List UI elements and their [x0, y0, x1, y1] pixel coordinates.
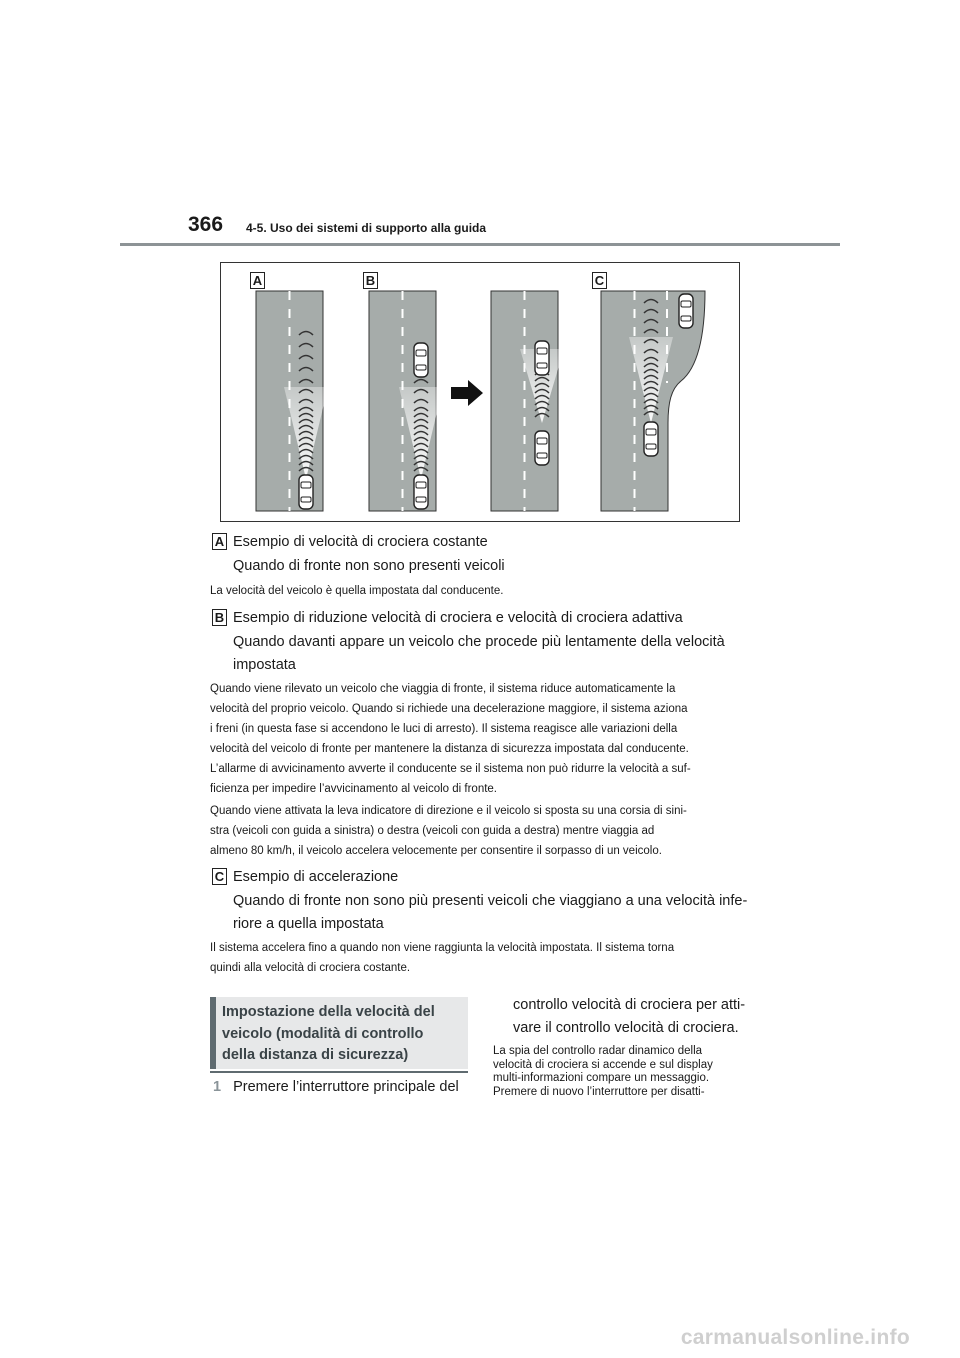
own-vehicle-c [644, 422, 658, 456]
road-c [601, 291, 705, 511]
item-b-body2-line: stra (veicoli con guida a sinistra) o destra (veicoli con guida a destra) mentre viaggia ad [210, 825, 655, 837]
item-b-body-line: velocità del proprio veicolo. Quando si richiede una decelerazione maggiore, il sistema aziona [210, 703, 688, 715]
item-b-body-line: ficienza per impedire l’avvicinamento al veicolo di fronte. [210, 783, 498, 795]
preceding-vehicle-b [414, 343, 428, 377]
item-b-body-line: L’allarme di avvicinamento avverte il conducente se il sistema non può ridurre la velocità a suf- [210, 763, 691, 775]
step-note [493, 1045, 713, 1099]
road-a [256, 291, 328, 511]
acc-illustration [220, 262, 740, 522]
item-b-body2-line: Quando viene attivata la leva indicatore di direzione e il veicolo si sposta su una corsia di sini- [210, 805, 687, 817]
note-line: La spia del controllo radar dinamico della [493, 1045, 703, 1057]
item-b-body2-line: almeno 80 km/h, il veicolo accelera velocemente per consentire il sorpasso di un veicolo. [210, 845, 662, 857]
settings-heading-line: della distanza di sicurezza) [222, 1047, 409, 1063]
item-label-c: C [212, 868, 227, 885]
right-arrow-icon [451, 380, 483, 406]
item-c-body-line: quindi alla velocità di crociera costante. [210, 962, 411, 974]
watermark: carmanualsonline.info [680, 1326, 910, 1349]
own-vehicle-a [299, 475, 313, 509]
step-cont-line: vare il controllo velocità di crociera. [513, 1020, 739, 1036]
item-label-b: B [212, 609, 227, 626]
road-b2 [491, 291, 564, 511]
step-number: 1 [213, 1079, 222, 1095]
item-b-condition-line: Quando davanti appare un veicolo che procede più lentamente della velocità [233, 634, 725, 650]
item-c-body-line: Il sistema accelera fino a quando non viene raggiunta la velocità impostata. Il sistema torna [210, 942, 675, 954]
header-rule [120, 243, 840, 246]
note-line: velocità di crociera si accende e sul display [493, 1058, 713, 1071]
preceding-vehicle-b2 [535, 341, 549, 375]
figure-label-a: A [250, 272, 265, 289]
item-b-body-line: i freni (in questa fase si accendono le luci di arresto). Il sistema reagisce alle variazioni della [210, 723, 678, 735]
figure-label-c: C [592, 272, 607, 289]
step-cont-line: controllo velocità di crociera per atti- [513, 997, 746, 1013]
step-1 [213, 1076, 459, 1098]
settings-heading-line: veicolo (modalità di controllo [222, 1025, 424, 1042]
exiting-vehicle-c [679, 294, 693, 328]
own-vehicle-b2 [535, 431, 549, 465]
item-b-body-line: Quando viene rilevato un veicolo che viaggia di fronte, il sistema riduce automaticamente la [210, 683, 676, 695]
section-title: 4-5. Uso dei sistemi di supporto alla guida [246, 221, 487, 235]
item-c-condition-line: Quando di fronte non sono più presenti veicoli che viaggiano a una velocità infe- [233, 893, 748, 909]
item-a-body: La velocità del veicolo è quella impostata dal conducente. [210, 585, 504, 597]
note-line: Premere di nuovo l’interruttore per disatti- [493, 1085, 705, 1098]
item-b-condition-line: impostata [233, 657, 296, 673]
item-b-body-line: velocità del veicolo di fronte per mantenere la distanza di sicurezza impostata dal conducente. [210, 743, 689, 755]
figure-label-b: B [363, 272, 378, 289]
own-vehicle-b [414, 475, 428, 509]
item-label-a: A [212, 533, 227, 550]
step-text: Premere l’interruttore principale del [233, 1079, 459, 1095]
item-b-title: Esempio di riduzione velocità di crociera e velocità di crociera adattiva [233, 610, 683, 626]
item-c-condition-line: riore a quella impostata [233, 916, 384, 932]
note-line: multi-informazioni compare un messaggio. [493, 1072, 710, 1084]
settings-heading-line: Impostazione della velocità del [222, 1004, 435, 1020]
road-b [369, 291, 443, 511]
settings-heading-rule [210, 1071, 468, 1073]
item-a-condition: Quando di fronte non sono presenti veicoli [233, 558, 505, 574]
page-number: 366 [188, 213, 224, 236]
item-c-title: Esempio di accelerazione [233, 869, 399, 885]
item-a-title: Esempio di velocità di crociera costante [233, 534, 488, 550]
settings-heading [222, 1002, 467, 1067]
